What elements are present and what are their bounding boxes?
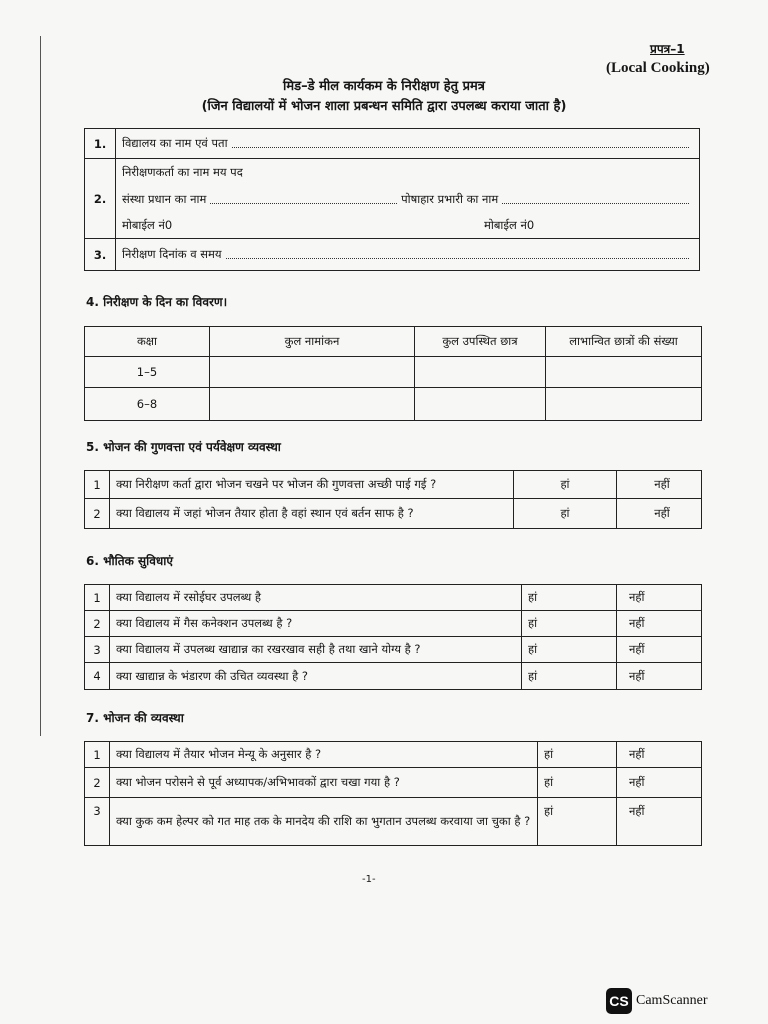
question-text: क्या विद्यालय में गैस कनेक्शन उपलब्ध है ? [110,611,522,637]
table-row [85,357,702,388]
yes-option: हां [538,798,617,846]
no-option: नहीं [617,471,702,499]
no-option: नहीं [617,637,702,663]
head-label: संस्था प्रधान का नाम [122,192,207,206]
date-label: निरीक्षण दिनांक व समय [122,247,222,261]
form-title: मिड–डे मील कार्यकम के निरीक्षण हेतु प्रमत्र [283,79,485,94]
meal-arrangement-table [84,741,702,846]
column-header: कुल उपस्थित छात्र [415,327,546,357]
yes-option: हां [514,499,617,529]
row-number: 1 [85,585,110,611]
row-number: 2. [85,159,116,239]
date-field [116,239,700,271]
empty-cell [546,388,702,421]
fill-line [502,202,689,204]
empty-cell [210,357,415,388]
column-header: कक्षा [85,327,210,357]
school-field [116,129,700,159]
table-row [85,388,702,421]
table-row [85,798,702,846]
no-option: नहीं [617,768,702,798]
section-7-heading: 7. भोजन की व्यवस्था [86,711,184,725]
nutrition-label: पोषाहार प्रभारी का नाम [401,192,499,206]
question-text: क्या विद्यालय में उपलब्ध खाद्यान्न का रखरखाव सही है तथा खाने योग्य है ? [110,637,522,663]
table-row [85,499,702,529]
info-table [84,128,700,271]
question-text: क्या विद्यालय में रसोईघर उपलब्ध है [110,585,522,611]
question-text: क्या कुक कम हेल्पर को गत माह तक के मानदेय की राशि का भुगतान उपलब्ध करवाया जा चुका है ? [110,798,538,846]
camscanner-watermark [606,988,708,1014]
table-row [85,471,702,499]
row-number: 2 [85,499,110,529]
mobile-row [116,213,700,239]
mobile-label: मोबाईल नं0 [484,217,535,232]
fill-line [232,146,689,148]
row-number: 1. [85,129,116,159]
row-number: 2 [85,768,110,798]
column-header: लाभान्वित छात्रों की संख्या [546,327,702,357]
form-subtitle: (जिन विद्यालयों में भोजन शाला प्रबन्धन समिति द्वारा उपलब्ध कराया जाता है) [201,99,567,114]
yes-option: हां [514,471,617,499]
local-cooking-label: (Local Cooking) [606,60,710,76]
attendance-table [84,326,702,421]
mobile-label: मोबाईल नं0 [122,217,173,232]
question-text: क्या खाद्यान्न के भंडारण की उचित व्यवस्था है ? [110,663,522,690]
no-option: नहीं [617,585,702,611]
no-option: नहीं [617,798,702,846]
class-cell: 1–5 [85,357,210,388]
form-number: प्रपत्र–1 [650,42,685,56]
quality-table [84,470,702,529]
table-row [85,585,702,611]
page-number: -1- [362,874,376,885]
yes-option: हां [522,663,617,690]
no-option: नहीं [617,663,702,690]
section-5-heading: 5. भोजन की गुणवत्ता एवं पर्यवेक्षण व्यवस्था [86,440,281,454]
table-row [85,742,702,768]
section-6-heading: 6. भौतिक सुविधाएं [86,554,173,568]
fill-line [210,202,397,204]
empty-cell [546,357,702,388]
facilities-table [84,584,702,690]
question-text: क्या विद्यालय में जहां भोजन तैयार होता है वहां स्थान एवं बर्तन साफ है ? [110,499,514,529]
yes-option: हां [538,742,617,768]
section-4-heading: 4. निरीक्षण के दिन का विवरण। [86,295,228,309]
no-option: नहीं [617,742,702,768]
school-label: विद्यालय का नाम एवं पता [122,136,228,150]
empty-cell [210,388,415,421]
question-text: क्या भोजन परोसने से पूर्व अध्यापक/अभिभावकों द्वारा चखा गया है ? [110,768,538,798]
camscanner-logo-icon: CS [606,988,632,1014]
row-number: 3 [85,798,110,846]
camscanner-brand: CamScanner [636,993,708,1008]
margin-line [40,36,41,736]
column-header: कुल नामांकन [210,327,415,357]
table-row [85,768,702,798]
fill-line [226,257,689,259]
question-text: क्या निरीक्षण कर्ता द्वारा भोजन चखने पर भोजन की गुणवत्ता अच्छी पाई गई ? [110,471,514,499]
row-number: 4 [85,663,110,690]
yes-option: हां [522,585,617,611]
row-number: 3. [85,239,116,271]
row-number: 1 [85,742,110,768]
inspector-label: निरीक्षणकर्ता का नाम मय पद [116,159,700,187]
head-field [116,187,700,213]
empty-cell [415,357,546,388]
no-option: नहीं [617,611,702,637]
table-row [85,663,702,690]
row-number: 2 [85,611,110,637]
empty-cell [415,388,546,421]
yes-option: हां [538,768,617,798]
table-row [85,611,702,637]
table-row [85,637,702,663]
row-number: 1 [85,471,110,499]
yes-option: हां [522,611,617,637]
class-cell: 6–8 [85,388,210,421]
row-number: 3 [85,637,110,663]
yes-option: हां [522,637,617,663]
question-text: क्या विद्यालय में तैयार भोजन मेन्यू के अनुसार है ? [110,742,538,768]
no-option: नहीं [617,499,702,529]
